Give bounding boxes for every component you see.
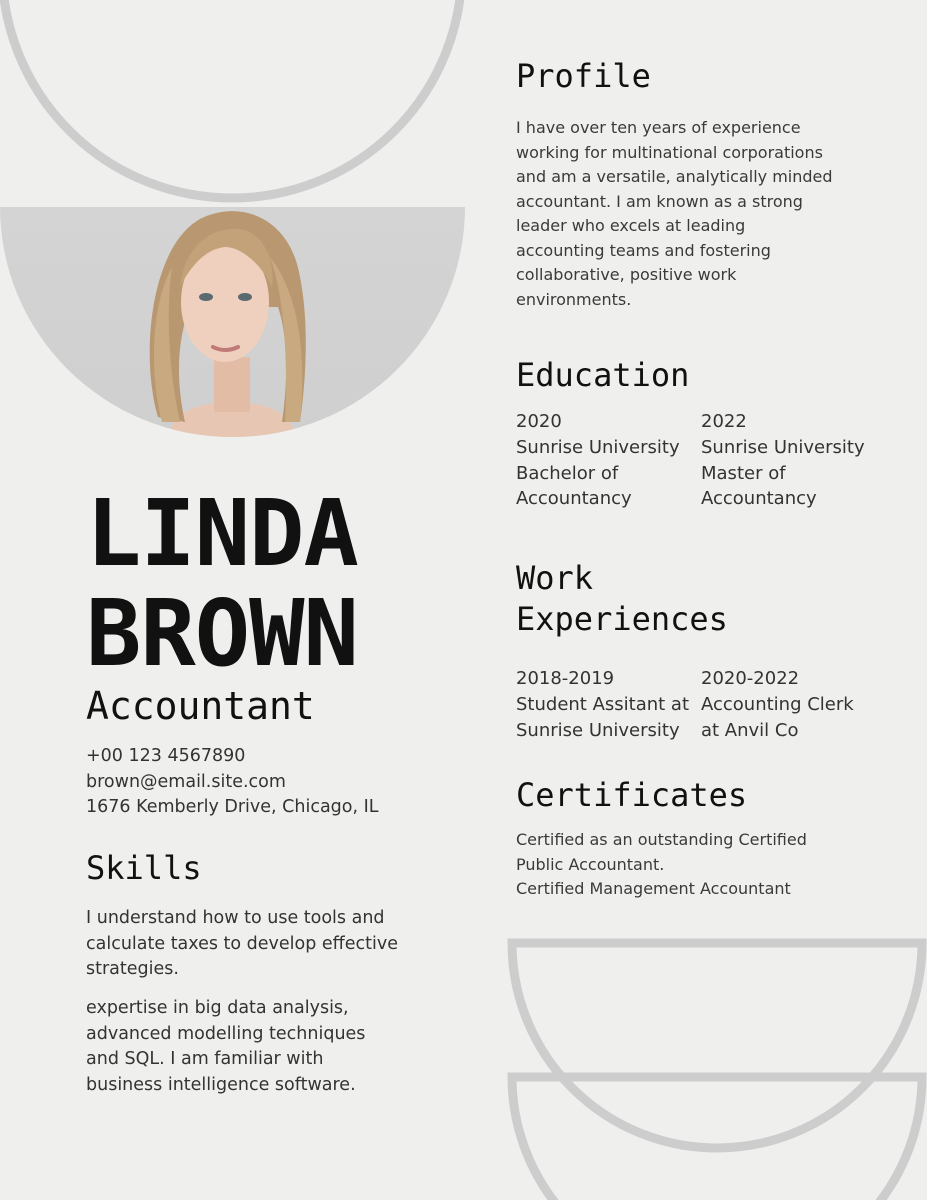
text-line: I understand how to use tools and [86, 908, 385, 928]
education-degree: Bachelor of [516, 462, 619, 484]
text-line: collaborative, positive work [516, 265, 737, 284]
work-entry [516, 666, 689, 743]
skills-heading: Skills [86, 849, 202, 887]
work-heading-line: Work [516, 559, 594, 597]
work-position: at Anvil Co [701, 719, 799, 741]
text-line: accountant. I am known as a strong [516, 191, 803, 211]
text-line: environments. [516, 289, 632, 309]
text-line: working for multinational corporations [516, 142, 823, 162]
text-line: I have over ten years of experience [516, 118, 801, 137]
email-address: brown@email.site.com [86, 771, 286, 792]
top-ring-decoration [2, 0, 462, 198]
education-entry [701, 409, 865, 512]
skills-paragraph-1 [86, 906, 398, 983]
education-year: 2022 [701, 411, 747, 432]
education-entry [516, 409, 680, 512]
education-school: Sunrise University [701, 436, 865, 458]
text-line: Certified as an outstanding Certified [516, 830, 807, 849]
certificates-text [516, 828, 807, 902]
phone-number: +00 123 4567890 [86, 746, 246, 766]
bottom-half-ring-1 [512, 943, 922, 1148]
work-entry [701, 666, 854, 743]
text-line: Public Accountant. [516, 854, 665, 874]
work-years: 2020-2022 [701, 668, 800, 689]
profile-text [516, 116, 833, 312]
work-years: 2018-2019 [516, 668, 615, 689]
work-position: Accounting Clerk [701, 693, 854, 715]
education-year: 2020 [516, 411, 562, 432]
text-line: Certified Management Accountant [516, 879, 791, 898]
text-line: business intelligence software. [86, 1074, 356, 1095]
work-heading-line: Experiences [516, 600, 728, 638]
work-heading [516, 558, 728, 640]
text-line: strategies. [86, 959, 179, 979]
education-school: Sunrise University [516, 436, 680, 458]
profile-heading: Profile [516, 57, 651, 95]
street-address: 1676 Kemberly Drive, Chicago, IL [86, 797, 379, 817]
education-degree: Accountancy [701, 488, 817, 510]
education-degree: Master of [701, 462, 786, 484]
text-line: leader who excels at leading [516, 216, 746, 235]
education-heading: Education [516, 356, 690, 394]
work-position: Sunrise University [516, 719, 680, 741]
text-line: expertise in big data analysis, [86, 998, 349, 1018]
education-degree: Accountancy [516, 488, 632, 510]
work-position: Student Assitant at [516, 693, 690, 715]
name-first: LINDA [86, 480, 358, 587]
text-line: and am a versatile, analytically minded [516, 167, 833, 186]
text-line: advanced modelling techniques [86, 1023, 366, 1044]
contact-info [86, 744, 379, 821]
certificates-heading: Certificates [516, 776, 748, 814]
job-title: Accountant [86, 684, 315, 728]
candidate-name [86, 480, 358, 687]
name-last: BROWN [86, 580, 358, 687]
text-line: calculate taxes to develop effective [86, 933, 398, 954]
text-line: and SQL. I am familiar with [86, 1049, 324, 1069]
skills-paragraph-2 [86, 996, 365, 1098]
text-line: accounting teams and fostering [516, 240, 771, 260]
